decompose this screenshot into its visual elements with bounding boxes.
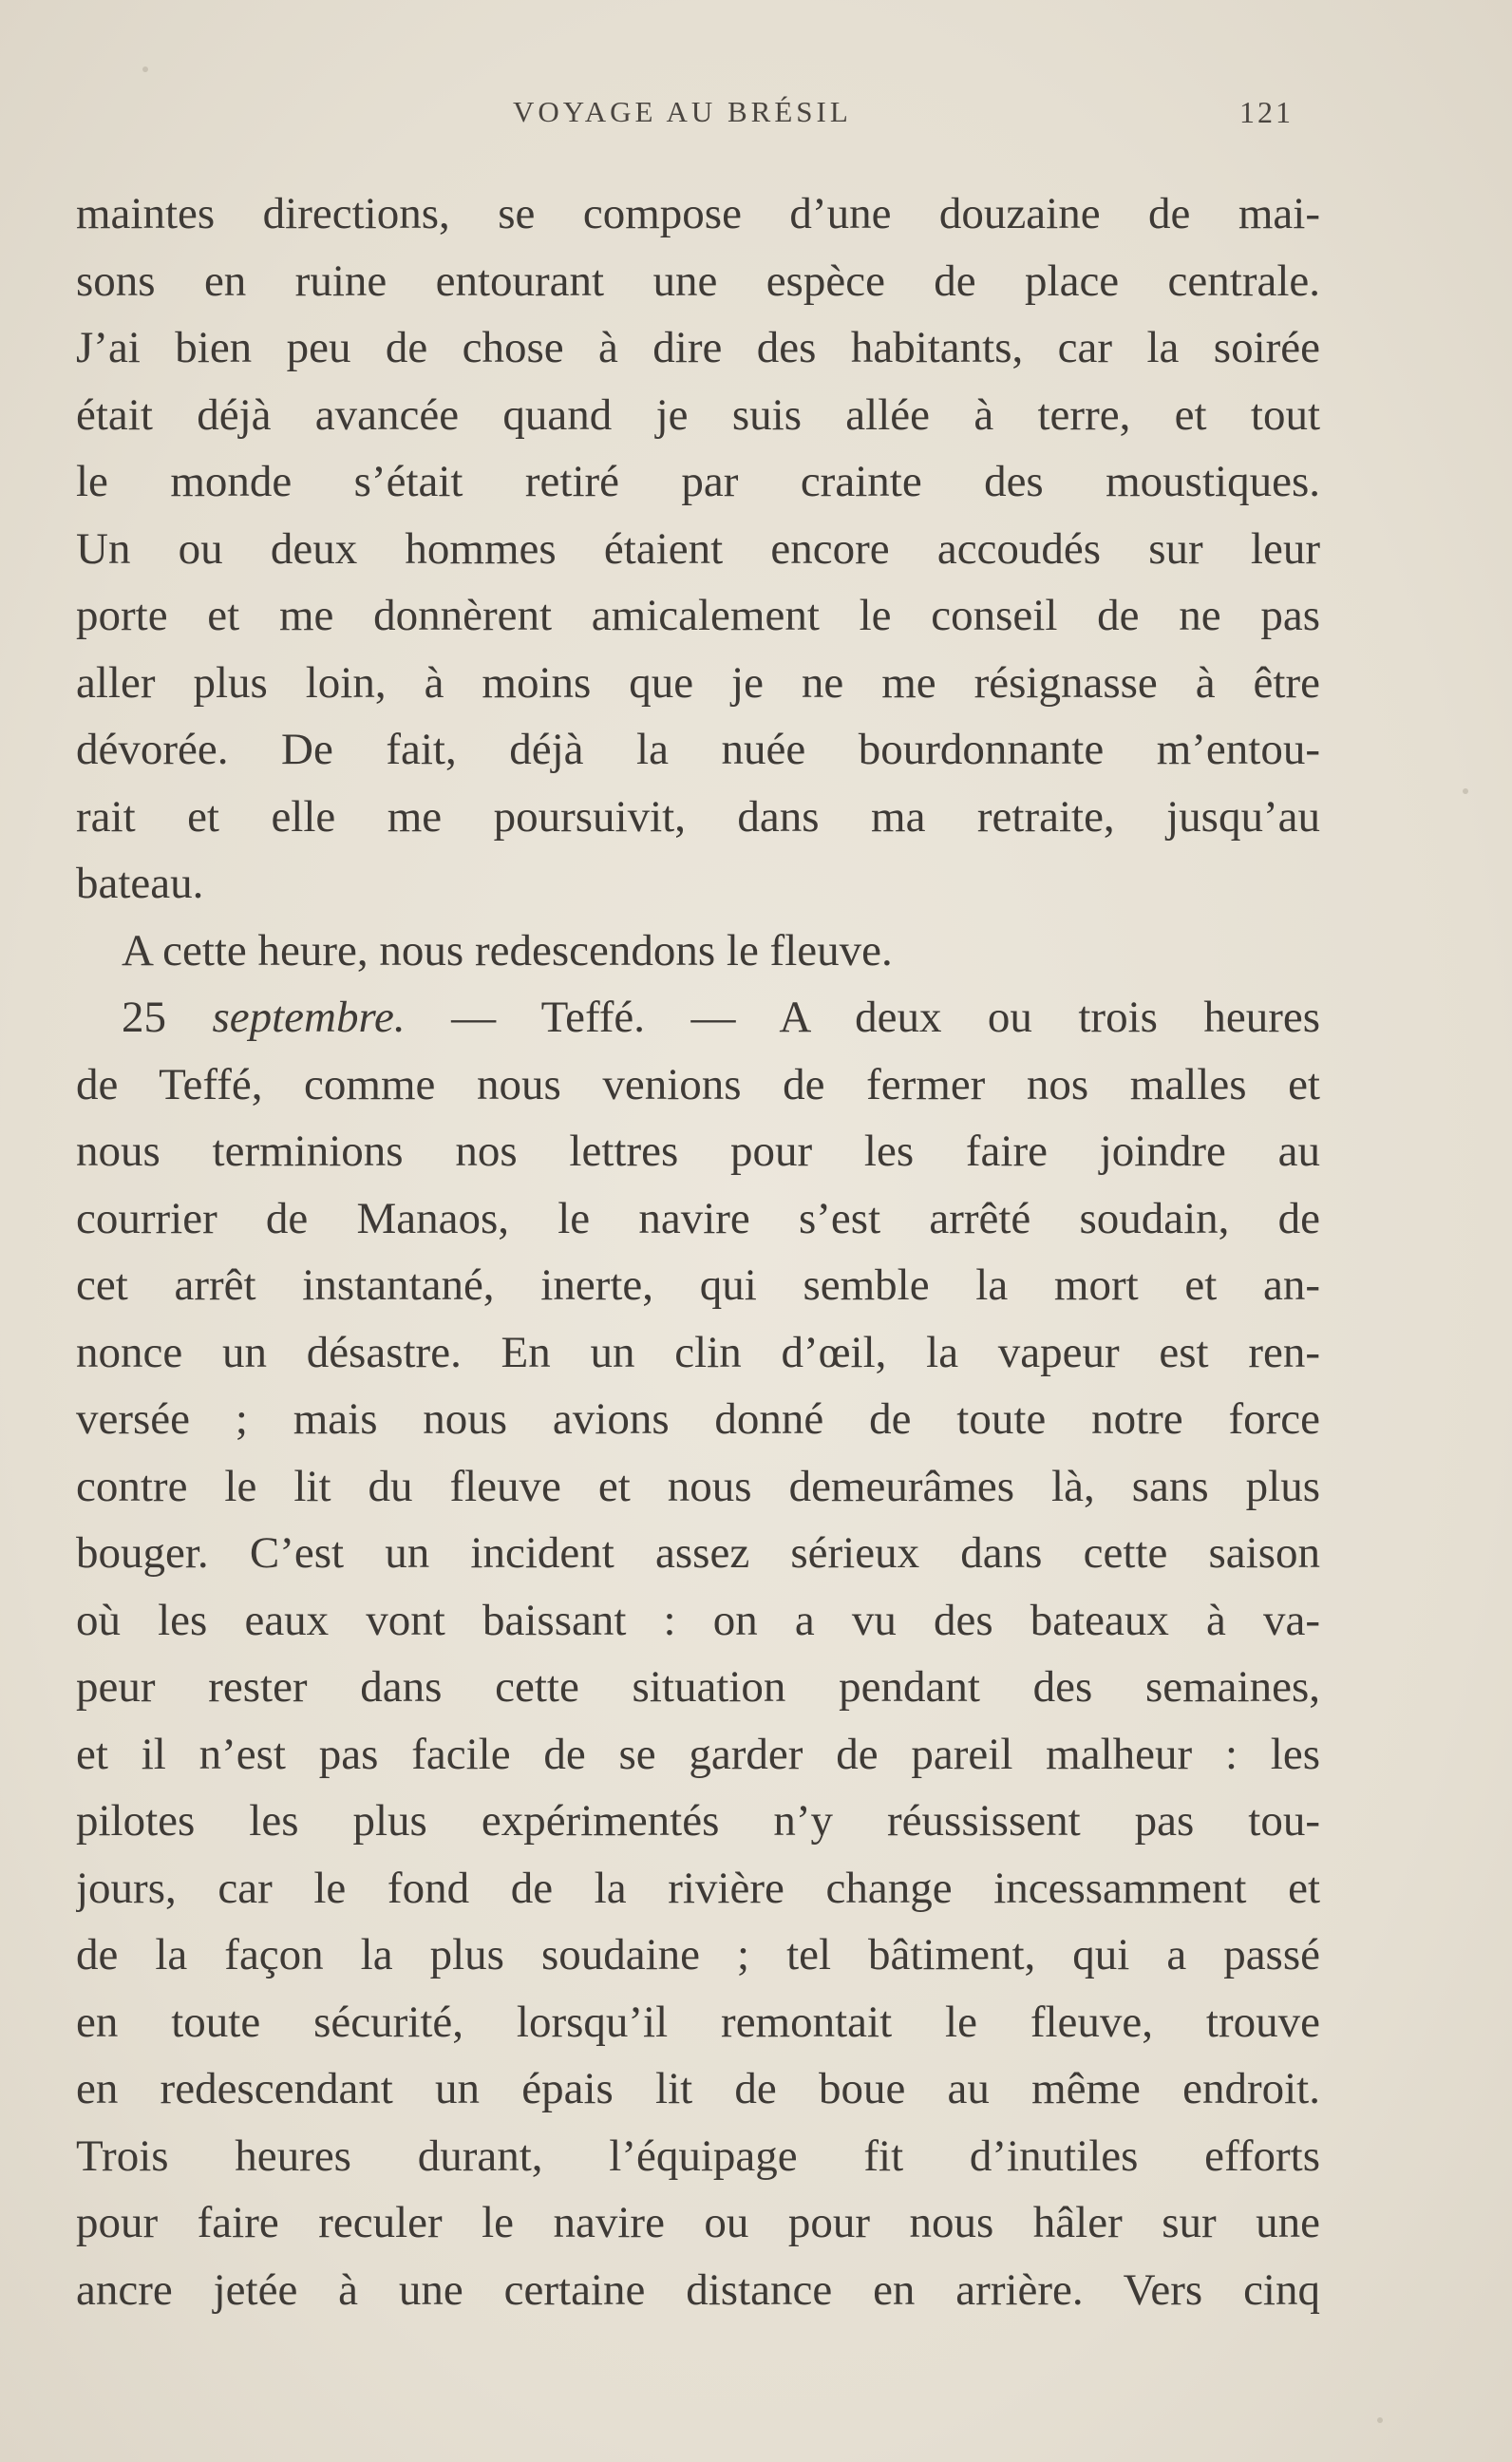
text-line: pilotes les plus expérimentés n’y réussissent pas tou- [76, 1796, 1320, 1846]
date-line-text: — Teffé. — A deux ou trois heures [451, 993, 1320, 1042]
text-line: nous terminions nos lettres pour les faire joindre au [76, 1127, 1320, 1176]
text-line: dévorée. De fait, déjà la nuée bourdonnante m’entou- [76, 725, 1320, 774]
text-line: nonce un désastre. En un clin d’œil, la vapeur est ren- [76, 1327, 1320, 1377]
running-title: VOYAGE AU BRÉSIL [513, 95, 852, 128]
text-line: ancre jetée à une certaine distance en arrière. Vers cinq [76, 2264, 1320, 2315]
text-line: pour faire reculer le navire ou pour nous hâler sur une [76, 2198, 1320, 2247]
text-line: en redescendant un épais lit de boue au même endroit. [76, 2064, 1320, 2113]
paper-speck [1377, 2417, 1383, 2423]
text-line: Un ou deux hommes étaient encore accoudés sur leur [76, 523, 1320, 574]
paper-speck [1463, 788, 1468, 794]
text-line: jours, car le fond de la rivière change incessamment et [76, 1863, 1320, 1913]
text-line: était déjà avancée quand je suis allée à terre, et tout [76, 389, 1320, 440]
text-line: J’ai bien peu de chose à dire des habitants, car la soirée [76, 323, 1320, 372]
text-line: Trois heures durant, l’équipage fit d’inutiles efforts [76, 2131, 1320, 2181]
text-line: peur rester dans cette situation pendant des semaines, [76, 1662, 1320, 1712]
body-text [76, 180, 1320, 2323]
text-line: porte et me donnèrent amicalement le conseil de ne pas [76, 591, 1320, 640]
text-line: en toute sécurité, lorsqu’il remontait le fleuve, trouve [76, 1997, 1320, 2047]
text-line: où les eaux vont baissant : on a vu des bateaux à va- [76, 1595, 1320, 1645]
page-number: 121 [1239, 95, 1294, 129]
date-entry-line [76, 984, 1320, 1051]
text-line: de Teffé, comme nous venions de fermer nos malles et [76, 1059, 1320, 1109]
date-day: 25 [122, 993, 166, 1042]
text-line: contre le lit du fleuve et nous demeurâmes là, sans plus [76, 1461, 1320, 1511]
text-line: courrier de Manaos, le navire s’est arrêté soudain, de [76, 1193, 1320, 1243]
text-line: le monde s’était retiré par crainte des moustiques. [76, 457, 1320, 506]
text-line: bouger. C’est un incident assez sérieux dans cette saison [76, 1528, 1320, 1578]
text-line: de la façon la plus soudaine ; tel bâtiment, qui a passé [76, 1930, 1320, 1979]
text-line: versée ; mais nous avions donné de toute notre force [76, 1394, 1320, 1444]
text-line: sons en ruine entourant une espèce de place centrale. [76, 256, 1320, 306]
text-line: bateau. [76, 859, 204, 908]
text-line: A cette heure, nous redescendons le fleuve. [122, 925, 893, 975]
text-line: rait et elle me poursuivit, dans ma retraite, jusqu’au [76, 791, 1320, 842]
date-month: septembre. [212, 993, 406, 1042]
text-line: cet arrêt instantané, inerte, qui semble la mort et an- [76, 1260, 1320, 1310]
running-head [0, 95, 1512, 133]
paper-speck [142, 66, 148, 72]
text-line: maintes directions, se compose d’une douzaine de mai- [76, 189, 1320, 238]
text-line: et il n’est pas facile de se garder de pareil malheur : les [76, 1729, 1320, 1779]
text-line: aller plus loin, à moins que je ne me résignasse à être [76, 657, 1320, 708]
